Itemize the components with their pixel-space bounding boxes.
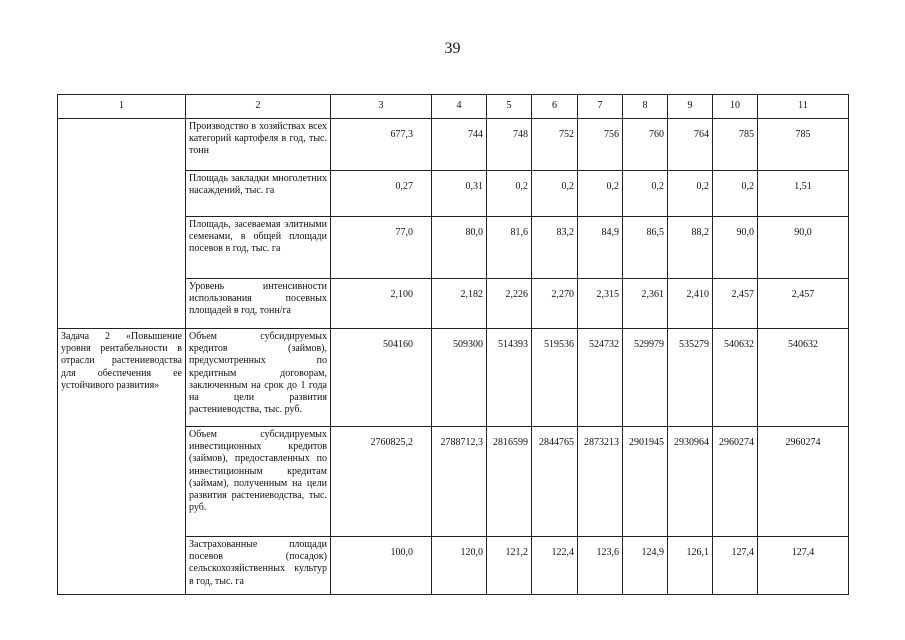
- value-cell: 504160: [331, 329, 432, 427]
- indicators-table: [57, 94, 849, 595]
- value-cell: 0,27: [331, 171, 432, 217]
- value-cell: 2,410: [668, 279, 713, 329]
- value-cell: 2960274: [713, 427, 758, 537]
- value-cell: 122,4: [532, 537, 578, 595]
- value-cell: 2,315: [578, 279, 623, 329]
- value-cell: 2,457: [758, 279, 849, 329]
- value-cell: 83,2: [532, 217, 578, 279]
- value-cell: 123,6: [578, 537, 623, 595]
- value-cell: 2816599: [487, 427, 532, 537]
- value-cell: 509300: [432, 329, 487, 427]
- value-cell: 77,0: [331, 217, 432, 279]
- value-cell: 514393: [487, 329, 532, 427]
- header-cell: 2: [186, 95, 331, 119]
- value-cell: 0,2: [487, 171, 532, 217]
- value-cell: 529979: [623, 329, 668, 427]
- header-cell: 11: [758, 95, 849, 119]
- value-cell: 535279: [668, 329, 713, 427]
- indicator-cell: Объем субсидируемых кредитов (займов), предусмотренных по кредитным договорам, заключенным на срок до 1 года на цели развития растениеводства, тыс. руб.: [186, 329, 331, 427]
- value-cell: 124,9: [623, 537, 668, 595]
- value-cell: 744: [432, 119, 487, 171]
- value-cell: 84,9: [578, 217, 623, 279]
- header-cell: 6: [532, 95, 578, 119]
- value-cell: 2,100: [331, 279, 432, 329]
- value-cell: 81,6: [487, 217, 532, 279]
- value-cell: 0,2: [668, 171, 713, 217]
- task-cell: Задача 2 «Повышение уровня рентабельности в отрасли растениеводства для обеспечения ее устойчивого развития»: [58, 329, 186, 595]
- value-cell: 90,0: [713, 217, 758, 279]
- empty-task-cell: [58, 119, 186, 329]
- header-cell: 8: [623, 95, 668, 119]
- value-cell: 2788712,3: [432, 427, 487, 537]
- header-cell: 4: [432, 95, 487, 119]
- value-cell: 2,457: [713, 279, 758, 329]
- header-cell: 10: [713, 95, 758, 119]
- value-cell: 121,2: [487, 537, 532, 595]
- value-cell: 2760825,2: [331, 427, 432, 537]
- value-cell: 2873213: [578, 427, 623, 537]
- value-cell: 677,3: [331, 119, 432, 171]
- value-cell: 2901945: [623, 427, 668, 537]
- header-cell: 5: [487, 95, 532, 119]
- value-cell: 764: [668, 119, 713, 171]
- indicator-cell: Площадь закладки многолетних насаждений, тыс. га: [186, 171, 331, 217]
- value-cell: 80,0: [432, 217, 487, 279]
- value-cell: 785: [713, 119, 758, 171]
- value-cell: 2,182: [432, 279, 487, 329]
- value-cell: 1,51: [758, 171, 849, 217]
- value-cell: 120,0: [432, 537, 487, 595]
- value-cell: 785: [758, 119, 849, 171]
- value-cell: 2960274: [758, 427, 849, 537]
- value-cell: 126,1: [668, 537, 713, 595]
- value-cell: 127,4: [713, 537, 758, 595]
- value-cell: 0,2: [623, 171, 668, 217]
- header-cell: 3: [331, 95, 432, 119]
- value-cell: 0,2: [532, 171, 578, 217]
- value-cell: 2,226: [487, 279, 532, 329]
- value-cell: 2930964: [668, 427, 713, 537]
- value-cell: 2,270: [532, 279, 578, 329]
- value-cell: 752: [532, 119, 578, 171]
- value-cell: 86,5: [623, 217, 668, 279]
- value-cell: 2,361: [623, 279, 668, 329]
- indicator-cell: Уровень интенсивности использования посевных площадей в год, тонн/га: [186, 279, 331, 329]
- value-cell: 88,2: [668, 217, 713, 279]
- table-row: [58, 119, 849, 171]
- value-cell: 2844765: [532, 427, 578, 537]
- value-cell: 90,0: [758, 217, 849, 279]
- indicator-cell: Застрахованные площади посевов (посадок) сельскохозяйственных культур в год, тыс. га: [186, 537, 331, 595]
- header-cell: 7: [578, 95, 623, 119]
- value-cell: 0,2: [578, 171, 623, 217]
- header-cell: 1: [58, 95, 186, 119]
- value-cell: 0,2: [713, 171, 758, 217]
- value-cell: 748: [487, 119, 532, 171]
- header-row: [58, 95, 849, 119]
- value-cell: 0,31: [432, 171, 487, 217]
- page-number: 39: [444, 40, 461, 57]
- value-cell: 756: [578, 119, 623, 171]
- value-cell: 519536: [532, 329, 578, 427]
- indicator-cell: Объем субсидируемых инвестиционных кредитов (займов), предоставленных по инвестиционным кредитам (займам), полученным на цели развития растениеводства, тыс. руб.: [186, 427, 331, 537]
- value-cell: 127,4: [758, 537, 849, 595]
- value-cell: 760: [623, 119, 668, 171]
- table-row: [58, 329, 849, 427]
- value-cell: 540632: [713, 329, 758, 427]
- value-cell: 100,0: [331, 537, 432, 595]
- indicator-cell: Производство в хозяйствах всех категорий картофеля в год, тыс. тонн: [186, 119, 331, 171]
- value-cell: 524732: [578, 329, 623, 427]
- header-cell: 9: [668, 95, 713, 119]
- indicator-cell: Площадь, засеваемая элитными семенами, в общей площади посевов в год, тыс. га: [186, 217, 331, 279]
- value-cell: 540632: [758, 329, 849, 427]
